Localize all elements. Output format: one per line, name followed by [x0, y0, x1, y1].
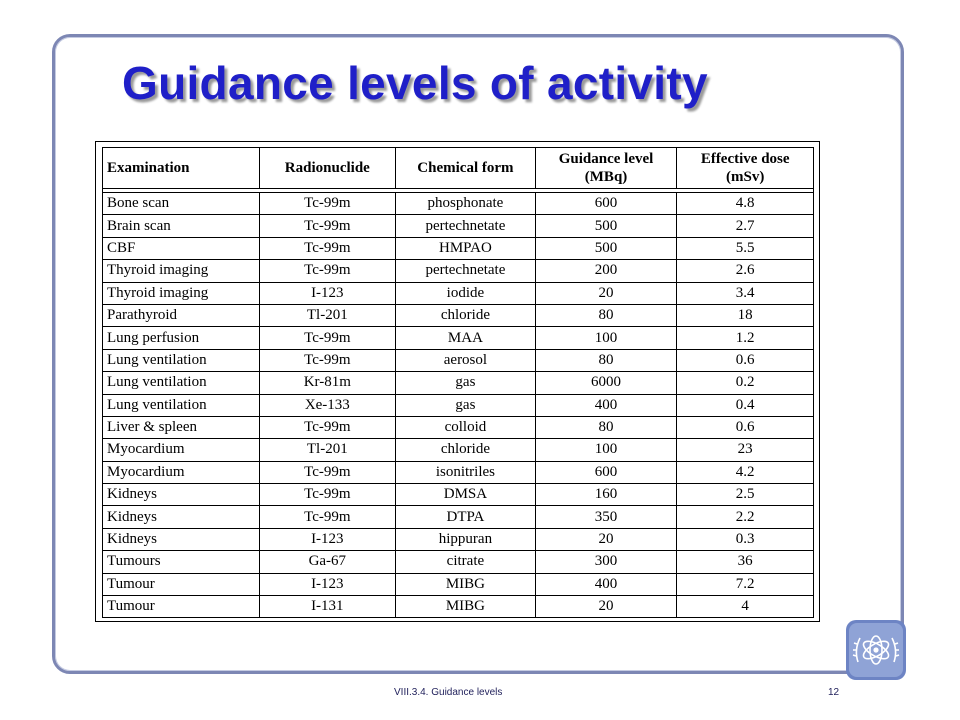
cell-radionuclide: Tc-99m — [259, 260, 396, 282]
cell-radionuclide: Tc-99m — [259, 327, 396, 349]
cell-effective-dose: 4.2 — [677, 461, 814, 483]
cell-chemical-form: citrate — [396, 551, 536, 573]
cell-effective-dose: 3.4 — [677, 282, 814, 304]
cell-radionuclide: Tc-99m — [259, 484, 396, 506]
table-row — [103, 282, 814, 304]
cell-radionuclide: Tc-99m — [259, 193, 396, 215]
table-row — [103, 237, 814, 259]
table-row — [103, 394, 814, 416]
cell-chemical-form: chloride — [396, 439, 536, 461]
table-row — [103, 349, 814, 371]
cell-radionuclide: Ga-67 — [259, 551, 396, 573]
table-row — [103, 327, 814, 349]
table-row — [103, 528, 814, 550]
cell-chemical-form: HMPAO — [396, 237, 536, 259]
cell-radionuclide: I-131 — [259, 596, 396, 618]
table-row — [103, 573, 814, 595]
cell-examination: Tumours — [103, 551, 260, 573]
table-row — [103, 506, 814, 528]
cell-guidance-level: 600 — [535, 461, 677, 483]
guidance-levels-table — [102, 147, 814, 618]
cell-chemical-form: chloride — [396, 304, 536, 326]
cell-effective-dose: 2.7 — [677, 215, 814, 237]
header-guidance-level: Guidance level (MBq) — [535, 148, 677, 189]
cell-examination: Tumour — [103, 596, 260, 618]
cell-chemical-form: MIBG — [396, 573, 536, 595]
header-chemical-form: Chemical form — [396, 148, 536, 189]
table-row — [103, 215, 814, 237]
cell-guidance-level: 200 — [535, 260, 677, 282]
cell-guidance-level: 300 — [535, 551, 677, 573]
cell-guidance-level: 80 — [535, 349, 677, 371]
cell-examination: Lung ventilation — [103, 372, 260, 394]
cell-examination: CBF — [103, 237, 260, 259]
cell-radionuclide: Tc-99m — [259, 237, 396, 259]
cell-examination: Liver & spleen — [103, 416, 260, 438]
header-effective-dose: Effective dose (mSv) — [677, 148, 814, 189]
cell-radionuclide: Tc-99m — [259, 215, 396, 237]
cell-guidance-level: 400 — [535, 573, 677, 595]
cell-radionuclide: Tc-99m — [259, 416, 396, 438]
cell-effective-dose: 1.2 — [677, 327, 814, 349]
table-row — [103, 461, 814, 483]
cell-chemical-form: iodide — [396, 282, 536, 304]
cell-guidance-level: 100 — [535, 327, 677, 349]
cell-chemical-form: gas — [396, 394, 536, 416]
cell-chemical-form: DMSA — [396, 484, 536, 506]
cell-chemical-form: DTPA — [396, 506, 536, 528]
cell-chemical-form: MAA — [396, 327, 536, 349]
cell-effective-dose: 0.2 — [677, 372, 814, 394]
header-examination: Examination — [103, 148, 260, 189]
cell-examination: Lung ventilation — [103, 394, 260, 416]
table-row — [103, 484, 814, 506]
cell-chemical-form: gas — [396, 372, 536, 394]
cell-radionuclide: Tl-201 — [259, 304, 396, 326]
slide-title: Guidance levels of activity — [122, 57, 708, 109]
cell-chemical-form: aerosol — [396, 349, 536, 371]
cell-guidance-level: 6000 — [535, 372, 677, 394]
cell-guidance-level: 80 — [535, 304, 677, 326]
table-row — [103, 260, 814, 282]
cell-examination: Parathyroid — [103, 304, 260, 326]
cell-examination: Myocardium — [103, 461, 260, 483]
cell-guidance-level: 80 — [535, 416, 677, 438]
cell-examination: Kidneys — [103, 506, 260, 528]
table-row — [103, 372, 814, 394]
cell-guidance-level: 160 — [535, 484, 677, 506]
cell-examination: Tumour — [103, 573, 260, 595]
cell-guidance-level: 20 — [535, 528, 677, 550]
cell-effective-dose: 0.6 — [677, 416, 814, 438]
iaea-logo-icon — [844, 618, 908, 682]
cell-examination: Thyroid imaging — [103, 260, 260, 282]
cell-guidance-level: 20 — [535, 282, 677, 304]
cell-effective-dose: 0.6 — [677, 349, 814, 371]
guidance-levels-table-container — [95, 141, 820, 622]
cell-effective-dose: 4 — [677, 596, 814, 618]
table-row — [103, 551, 814, 573]
table-header-row — [103, 148, 814, 189]
cell-radionuclide: Tc-99m — [259, 349, 396, 371]
cell-radionuclide: Tc-99m — [259, 506, 396, 528]
cell-radionuclide: Xe-133 — [259, 394, 396, 416]
cell-guidance-level: 600 — [535, 193, 677, 215]
table-body — [103, 193, 814, 618]
cell-examination: Brain scan — [103, 215, 260, 237]
cell-examination: Bone scan — [103, 193, 260, 215]
cell-effective-dose: 36 — [677, 551, 814, 573]
cell-chemical-form: colloid — [396, 416, 536, 438]
cell-radionuclide: I-123 — [259, 573, 396, 595]
cell-guidance-level: 400 — [535, 394, 677, 416]
table-row — [103, 596, 814, 618]
header-radionuclide: Radionuclide — [259, 148, 396, 189]
cell-guidance-level: 500 — [535, 215, 677, 237]
cell-examination: Lung ventilation — [103, 349, 260, 371]
page-number: 12 — [828, 687, 840, 698]
cell-guidance-level: 500 — [535, 237, 677, 259]
cell-guidance-level: 100 — [535, 439, 677, 461]
cell-chemical-form: MIBG — [396, 596, 536, 618]
table-row — [103, 193, 814, 215]
cell-effective-dose: 2.5 — [677, 484, 814, 506]
cell-effective-dose: 18 — [677, 304, 814, 326]
cell-radionuclide: Tl-201 — [259, 439, 396, 461]
cell-radionuclide: I-123 — [259, 282, 396, 304]
cell-examination: Myocardium — [103, 439, 260, 461]
table-row — [103, 439, 814, 461]
cell-effective-dose: 7.2 — [677, 573, 814, 595]
cell-effective-dose: 2.6 — [677, 260, 814, 282]
cell-examination: Kidneys — [103, 528, 260, 550]
cell-chemical-form: pertechnetate — [396, 260, 536, 282]
footer-text: VIII.3.4. Guidance levels — [394, 687, 503, 698]
cell-chemical-form: isonitriles — [396, 461, 536, 483]
cell-effective-dose: 0.3 — [677, 528, 814, 550]
cell-radionuclide: Kr-81m — [259, 372, 396, 394]
table-row — [103, 304, 814, 326]
cell-effective-dose: 23 — [677, 439, 814, 461]
cell-radionuclide: I-123 — [259, 528, 396, 550]
cell-examination: Thyroid imaging — [103, 282, 260, 304]
cell-effective-dose: 4.8 — [677, 193, 814, 215]
cell-guidance-level: 20 — [535, 596, 677, 618]
table-row — [103, 416, 814, 438]
cell-effective-dose: 5.5 — [677, 237, 814, 259]
cell-guidance-level: 350 — [535, 506, 677, 528]
cell-examination: Lung perfusion — [103, 327, 260, 349]
cell-effective-dose: 0.4 — [677, 394, 814, 416]
cell-chemical-form: hippuran — [396, 528, 536, 550]
cell-radionuclide: Tc-99m — [259, 461, 396, 483]
cell-effective-dose: 2.2 — [677, 506, 814, 528]
cell-chemical-form: pertechnetate — [396, 215, 536, 237]
cell-chemical-form: phosphonate — [396, 193, 536, 215]
cell-examination: Kidneys — [103, 484, 260, 506]
